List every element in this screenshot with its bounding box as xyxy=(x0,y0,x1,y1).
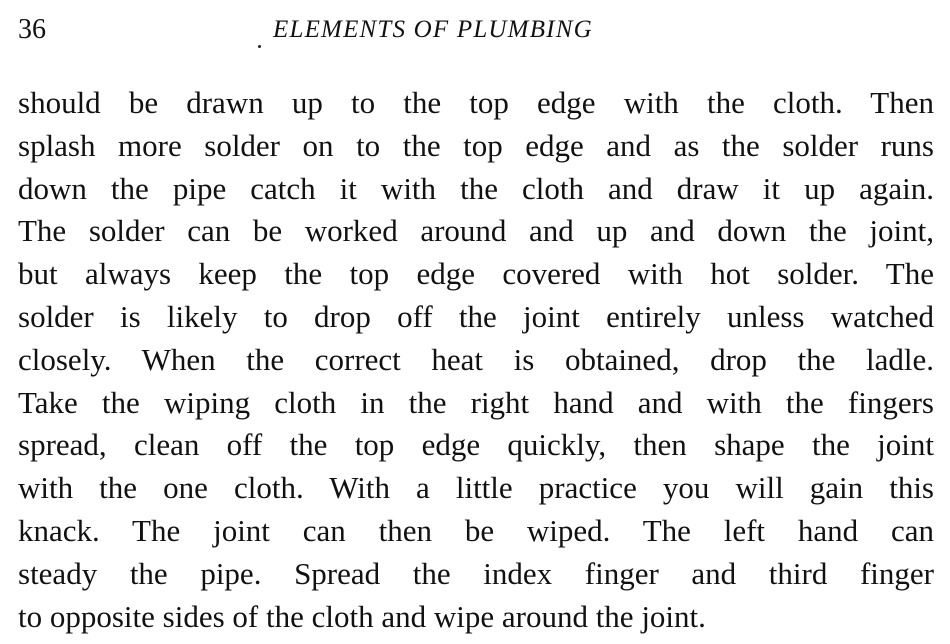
text-line: but always keep the top edge covered with hot solder. The xyxy=(18,256,934,292)
text-line: Take the wiping cloth in the right hand and with the fingers xyxy=(18,384,934,420)
text-line: solder is likely to drop off the joint entirely unless watched xyxy=(18,298,934,334)
text-line: spread, clean off the top edge quickly, then shape the joint xyxy=(18,427,934,463)
print-speck xyxy=(258,45,261,48)
text-line: with the one cloth. With a little practice you will gain this xyxy=(18,470,934,506)
body-paragraph xyxy=(18,82,934,638)
running-title: ELEMENTS OF PLUMBING xyxy=(273,16,593,43)
text-line: steady the pipe. Spread the index finger and third finger xyxy=(18,555,934,591)
page-number: 36 xyxy=(18,14,46,45)
text-line: The solder can be worked around and up and down the joint, xyxy=(18,213,934,249)
text-line: to opposite sides of the cloth and wipe around the joint. xyxy=(18,598,706,634)
text-line: closely. When the correct heat is obtained, drop the ladle. xyxy=(18,341,934,377)
text-line: knack. The joint can then be wiped. The left hand can xyxy=(18,512,934,548)
text-line: splash more solder on to the top edge and as the solder runs xyxy=(18,127,934,163)
text-line: should be drawn up to the top edge with the cloth. Then xyxy=(18,85,934,120)
text-line: down the pipe catch it with the cloth and draw it up again. xyxy=(18,170,934,206)
running-head xyxy=(18,12,934,48)
